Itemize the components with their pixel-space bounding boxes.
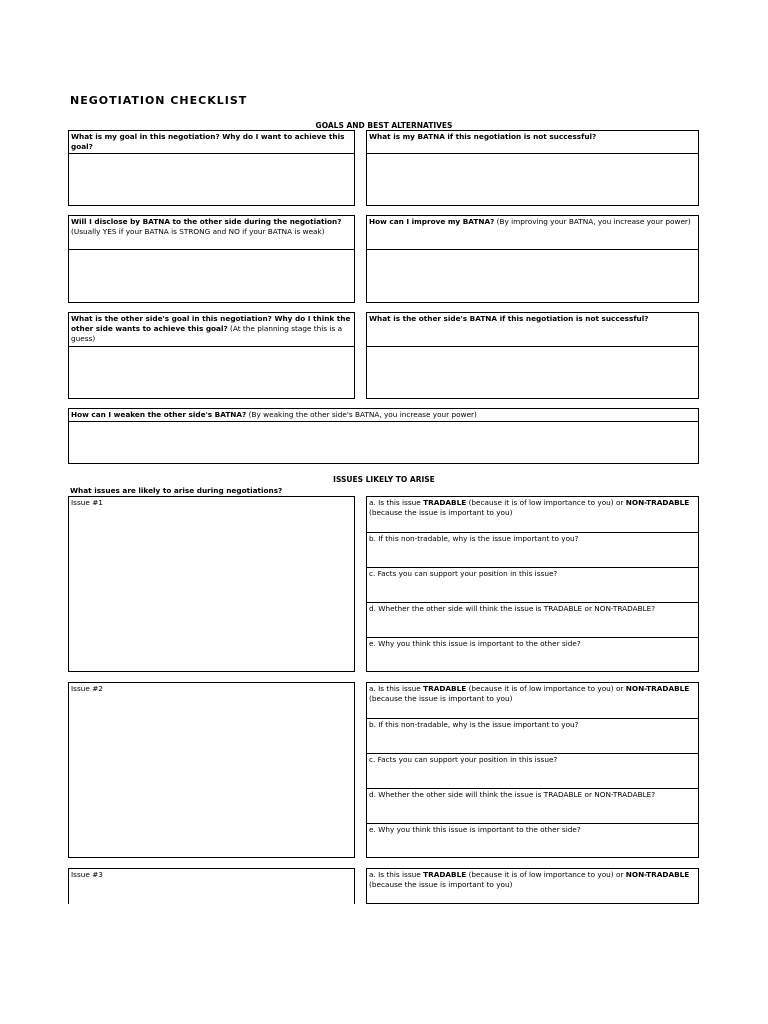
issue-1-label: Issue #1 [71, 498, 103, 507]
my-batna-box[interactable] [366, 130, 699, 206]
issue-2-q-other-side-tradable[interactable]: d. Whether the other side will think the issue is TRADABLE or NON-TRADABLE? [367, 788, 698, 824]
improve-batna-question: How can I improve my BATNA? (By improving your BATNA, you increase your power) [367, 216, 698, 250]
issue-3-questions [366, 868, 699, 904]
issue-2-box[interactable] [68, 682, 355, 858]
issue-3-box[interactable] [68, 868, 355, 904]
weaken-batna-box[interactable] [68, 408, 699, 464]
issue-2-q-tradable[interactable]: a. Is this issue TRADABLE (because it is of low importance to you) or NON-TRADABLE (because the issue is important to you) [369, 684, 690, 703]
other-batna-box[interactable] [366, 312, 699, 399]
goals-section-title: GOALS AND BEST ALTERNATIVES [315, 121, 453, 130]
my-goal-question: What is my goal in this negotiation? Why do I want to achieve this goal? [69, 131, 354, 154]
other-goal-question: What is the other side's goal in this negotiation? Why do I think the other side wants to achieve this goal? (At the planning stage this is a guess) [69, 313, 354, 347]
disclose-batna-question: Will I disclose by BATNA to the other side during the negotiation? (Usually YES if your BATNA is STRONG and NO if your BATNA is weak) [69, 216, 354, 250]
disclose-batna-box[interactable] [68, 215, 355, 303]
other-batna-question: What is the other side's BATNA if this negotiation is not successful? [367, 313, 698, 347]
issue-2-q-why-important[interactable]: b. If this non-tradable, why is the issue important to you? [367, 718, 698, 754]
page-title: NEGOTIATION CHECKLIST [70, 94, 248, 107]
issue-1-q-facts[interactable]: c. Facts you can support your position in this issue? [367, 567, 698, 603]
issue-2-label: Issue #2 [71, 684, 103, 693]
issue-1-questions [366, 496, 699, 672]
my-batna-question: What is my BATNA if this negotiation is not successful? [367, 131, 698, 154]
issue-2-q-facts[interactable]: c. Facts you can support your position in this issue? [367, 753, 698, 789]
my-goal-box[interactable] [68, 130, 355, 206]
issues-header: What issues are likely to arise during negotiations? [70, 486, 283, 495]
issue-3-q-tradable[interactable]: a. Is this issue TRADABLE (because it is of low importance to you) or NON-TRADABLE (because the issue is important to you) [369, 870, 690, 889]
other-goal-box[interactable] [68, 312, 355, 399]
improve-batna-box[interactable] [366, 215, 699, 303]
issue-2-questions [366, 682, 699, 858]
issue-1-box[interactable] [68, 496, 355, 672]
issue-1-q-other-side-tradable[interactable]: d. Whether the other side will think the issue is TRADABLE or NON-TRADABLE? [367, 602, 698, 638]
issue-3-label: Issue #3 [71, 870, 103, 879]
issue-1-q-why-important[interactable]: b. If this non-tradable, why is the issue important to you? [367, 532, 698, 568]
weaken-batna-question: How can I weaken the other side's BATNA? (By weaking the other side's BATNA, you increase your power) [69, 409, 698, 422]
issue-2-q-other-side-importance[interactable]: e. Why you think this issue is important to the other side? [367, 823, 698, 858]
issues-section-title: ISSUES LIKELY TO ARISE [333, 475, 435, 484]
issue-1-q-other-side-importance[interactable]: e. Why you think this issue is important to the other side? [367, 637, 698, 672]
issue-1-q-tradable[interactable]: a. Is this issue TRADABLE (because it is of low importance to you) or NON-TRADABLE (because the issue is important to you) [369, 498, 690, 517]
